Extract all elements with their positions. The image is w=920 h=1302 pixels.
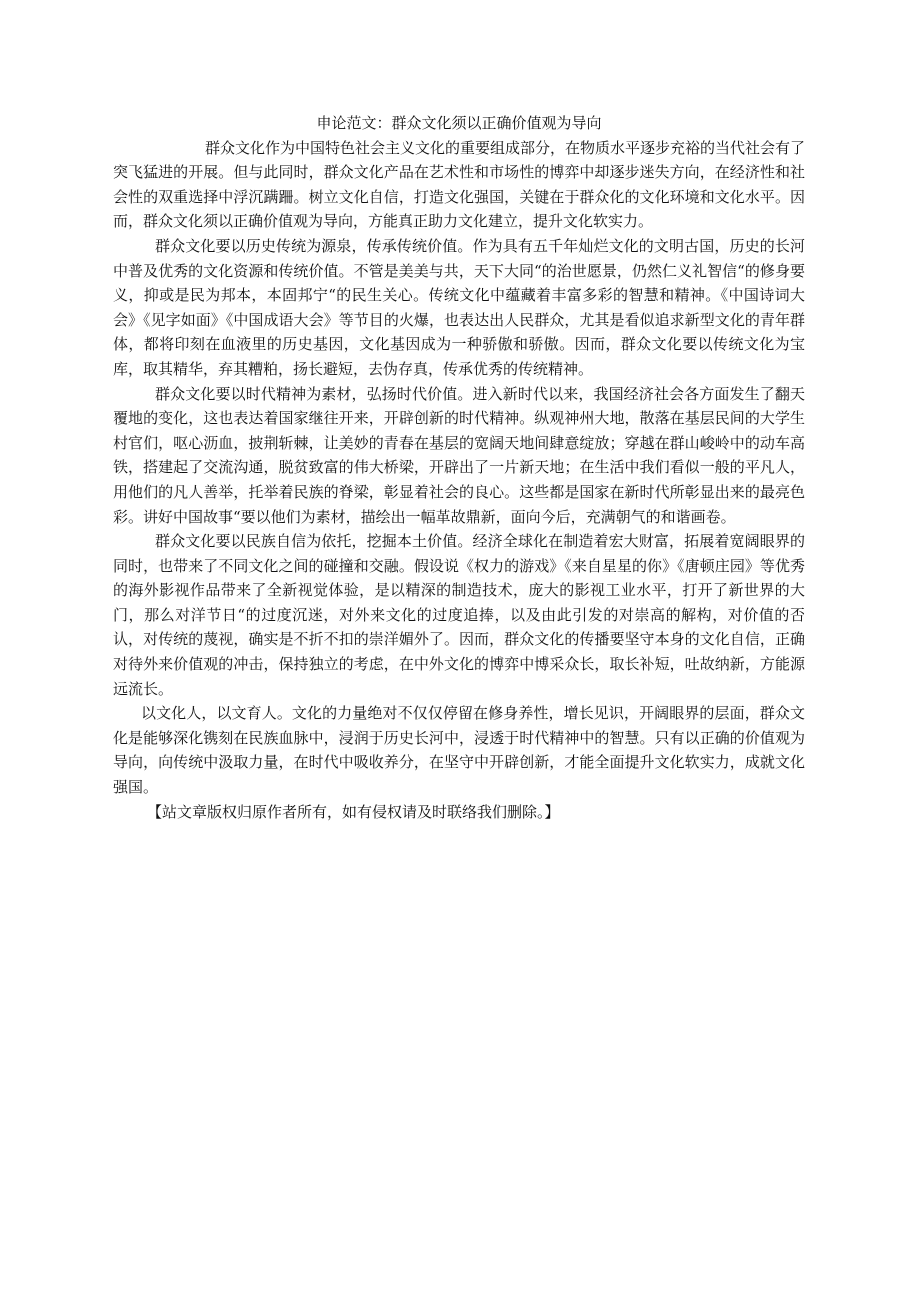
paragraph-era: 群众文化要以时代精神为素材，弘扬时代价值。进入新时代以来，我国经济社会各方面发生了翻天覆地的变化，这也表达着国家继往开来，开辟创新的时代精神。纵观神州大地，散落在基层民间的大学生村官们，呕心沥血，披荆斩棘，让美妙的青春在基层的宽阔天地间肆意绽放；穿越在群山峻岭中的动车高铁，搭建起了交流沟通，脱贫致富的伟大桥梁，开辟出了一片新天地；在生活中我们看似一般的平凡人，用他们的凡人善举，托举着民族的脊梁，彰显着社会的良心。这些都是国家在新时代所彰显出来的最亮色彩。讲好中国故事“要以他们为素材，描绘出一幅革故鼎新，面向今后，充满朝气的和谐画卷。 — [113, 384, 805, 526]
document-body — [113, 111, 805, 824]
copyright-notice: 【站文章版权归原作者所有，如有侵权请及时联络我们删除。】 — [147, 802, 560, 821]
paragraph-intro: 群众文化作为中国特色社会主义文化的重要组成部分，在物质水平逐步充裕的当代社会有了突飞猛进的开展。但与此同时，群众文化产品在艺术性和市场性的博弈中却逐步迷失方向，在经济性和社会性的双重选择中浮沉蹒跚。树立文化自信，打造文化强国，关键在于群众化的文化环境和文化水平。因而，群众文化须以正确价值观为导向，方能真正助力文化建立，提升文化软实力。 — [113, 138, 806, 231]
paragraph-national: 群众文化要以民族自信为依托，挖掘本土价值。经济全球化在制造着宏大财富，拓展着宽阔眼界的同时，也带来了不同文化之间的碰撞和交融。假设说《权力的游戏》《来自星星的你》《唐顿庄园》等优秀的海外影视作品带来了全新视觉体验，是以精深的制造技术，庞大的影视工业水平，打开了新世界的大门，那么对洋节日“的过度沉迷，对外来文化的过度追捧，以及由此引发的对崇高的解构，对价值的否认，对传统的蔑视，确实是不折不扣的崇洋媚外了。因而，群众文化的传播要坚守本身的文化自信，正确对待外来价值观的冲击，保持独立的考虑，在中外文化的博弈中博采众长，取长补短，吐故纳新，方能源远流长。 — [113, 532, 805, 698]
page-title: 申论范文：群众文化须以正确价值观为导向 — [316, 114, 602, 132]
paragraph-history: 群众文化要以历史传统为源泉，传承传统价值。作为具有五千年灿烂文化的文明古国，历史的长河中普及优秀的文化资源和传统价值。不管是美美与共，天下大同“的治世愿景，仍然仁义礼智信“的修身要义，抑或是民为邦本，本固邦宁“的民生关心。传统文化中蕴藏着丰富多彩的智慧和精神。《中国诗词大会》《见字如面》《中国成语大会》等节目的火爆，也表达出人民群众，尤其是看似追求新型文化的青年群体，都将印刻在血液里的历史基因，文化基因成为一种骄傲和骄傲。因而，群众文化要以传统文化为宝库，取其精华，弃其糟粕，扬长避短，去伪存真，传承优秀的传统精神。 — [113, 236, 805, 378]
paragraph-conclusion: 以文化人，以文育人。文化的力量绝对不仅仅停留在修身养性，增长见识，开阔眼界的层面，群众文化是能够深化镌刻在民族血脉中，浸润于历史长河中，浸透于时代精神中的智慧。只有以正确的价值观为导向，向传统中汲取力量，在时代中吸收养分，在坚守中开辟创新，才能全面提升文化软实力，成就文化强国。 — [113, 704, 805, 797]
